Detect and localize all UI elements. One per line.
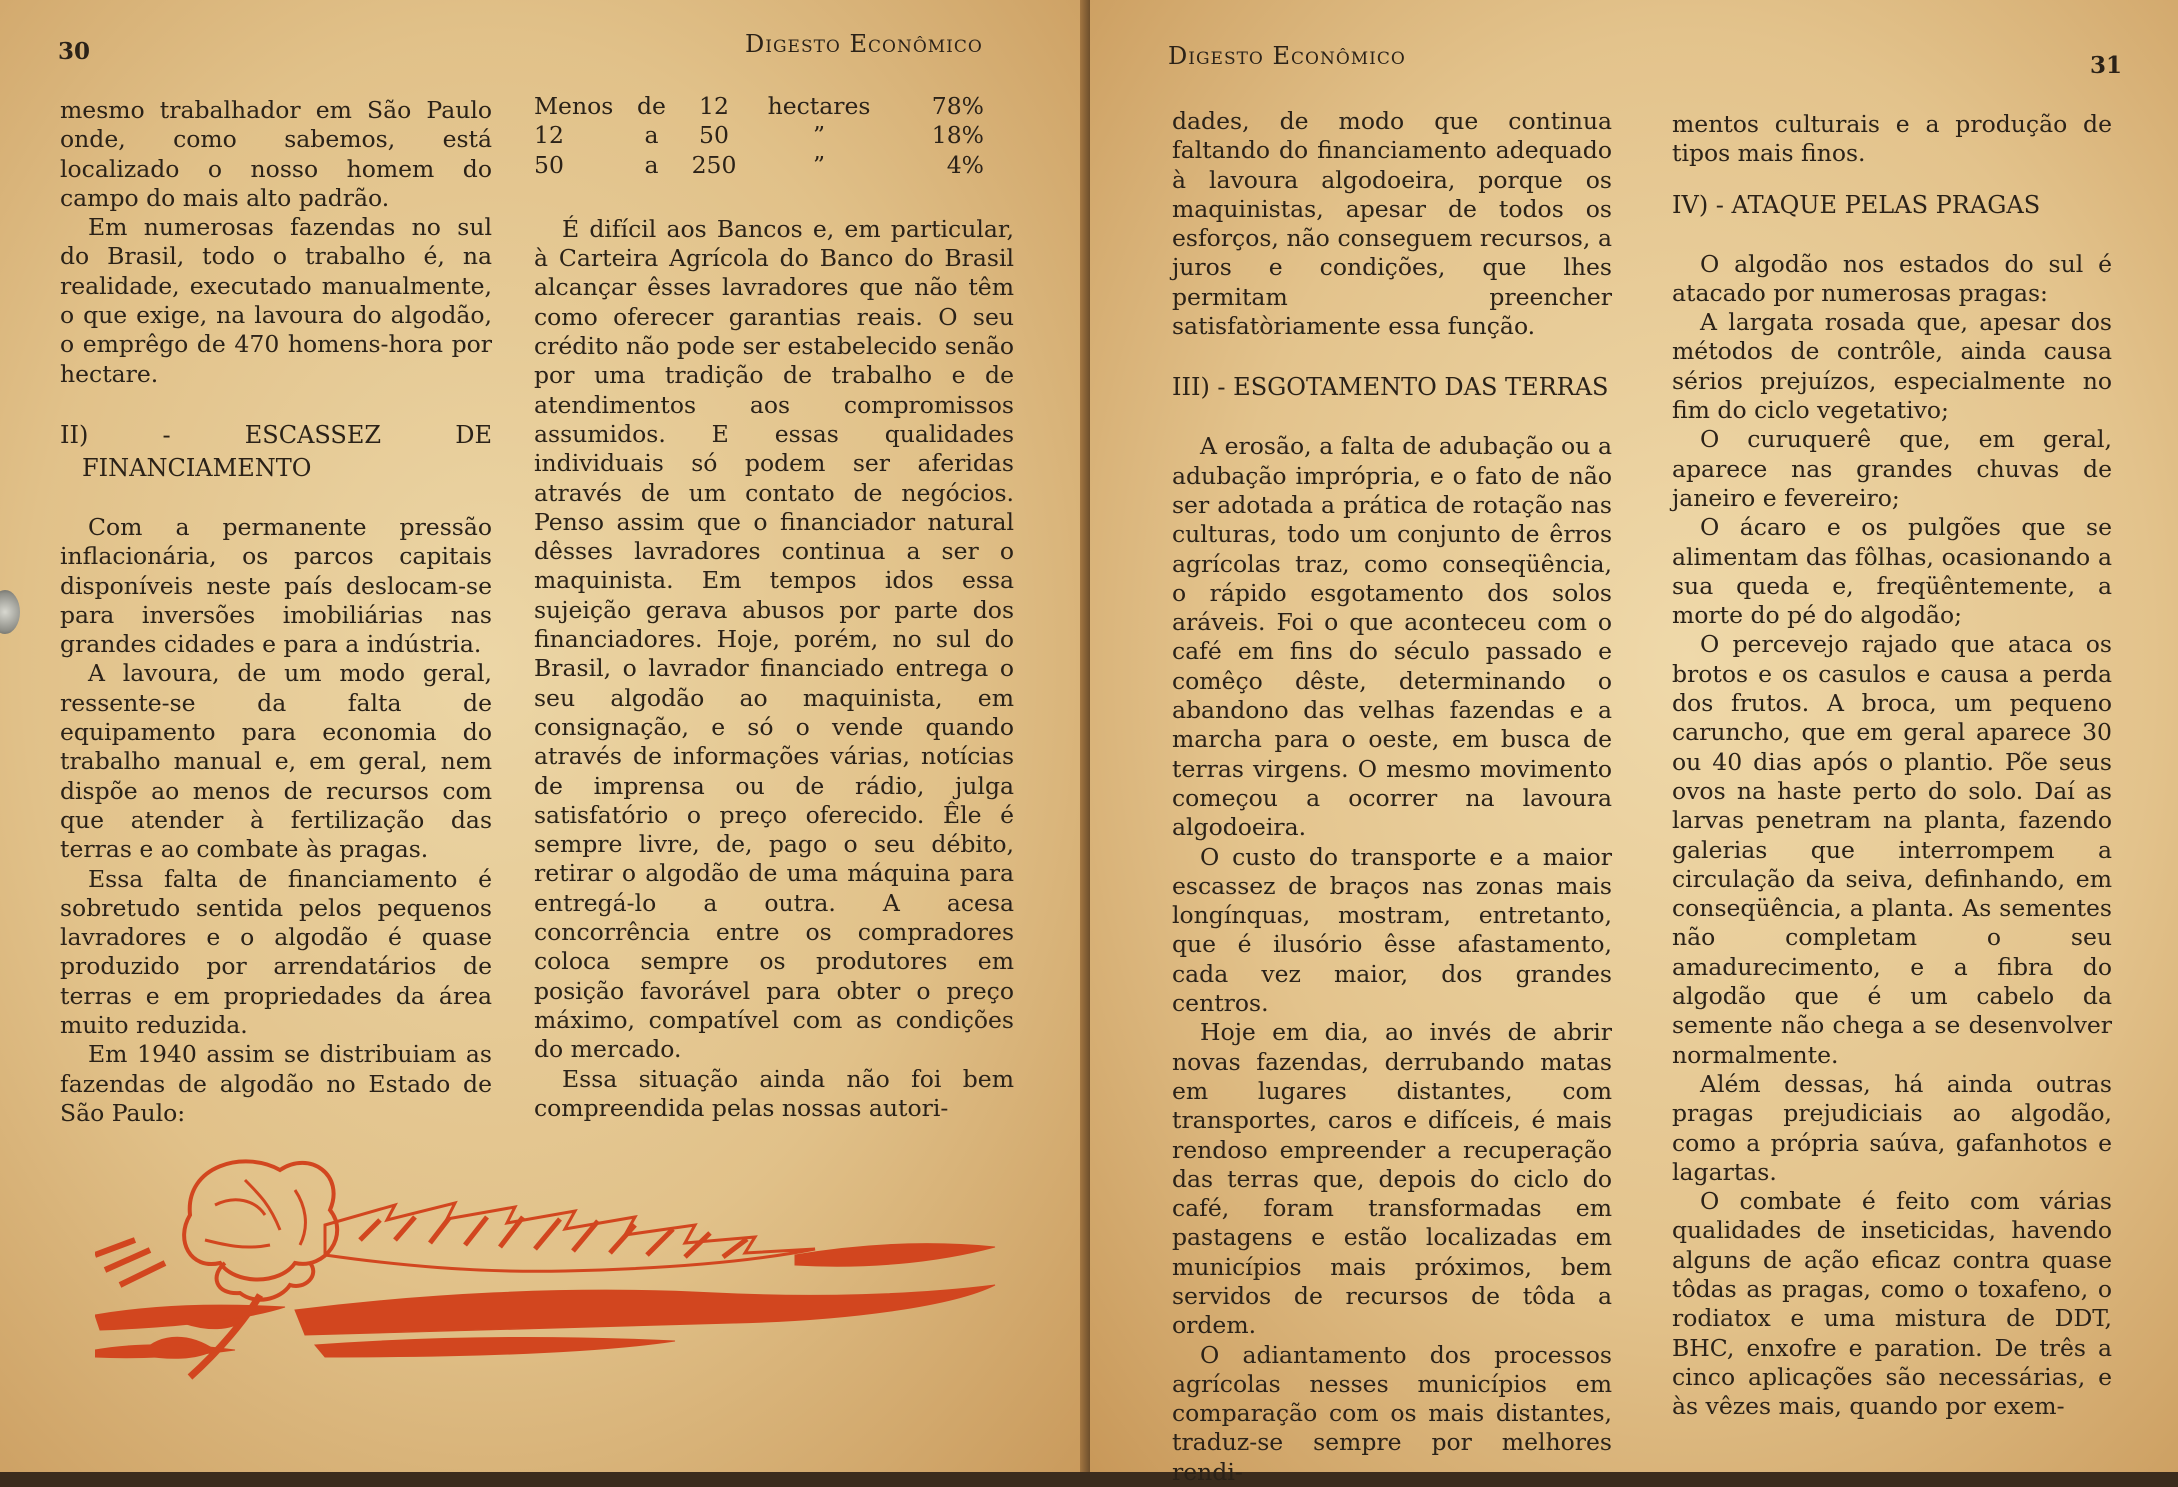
running-head-right: Digesto Econômico (1168, 42, 1406, 70)
right-column-1 (1172, 107, 1612, 1487)
section-heading-iii: III) - ESGOTAMENTO DAS TERRAS (1172, 373, 1609, 402)
table-cell: ” (812, 150, 825, 179)
paragraph: O adiantamento dos processos agrícolas nesses municípios em comparação com os mais distantes, traduz-se sempre por melhores rendi- (1172, 1340, 1612, 1486)
paragraph: mesmo trabalhador em São Paulo onde, como sabemos, está localizado o nosso homem do campo do mais alto padrão. (60, 96, 492, 212)
table-cell: de (637, 92, 666, 120)
table-row (534, 92, 1014, 121)
paragraph: dades, de modo que continua faltando do financiamento adequado à lavoura algodoeira, porque os maquinistas, apesar de todos os esforços, não conseguem recursos, a juros e condições, que lhes permitam preencher satisfatòriamente essa função. (1172, 107, 1612, 341)
paragraph: O curuquerê que, em geral, aparece nas grandes chuvas de janeiro e fevereiro; (1672, 425, 2112, 512)
section-heading-ii: II) - ESCASSEZ DE FINANCIAMENTO (60, 420, 492, 482)
left-column-1 (60, 96, 492, 1128)
table-cell: Menos (534, 92, 614, 120)
paragraph: Em 1940 assim se distribuiam as fazendas de algodão no Estado de São Paulo: (60, 1040, 492, 1127)
table-cell: 50 (534, 150, 564, 179)
table-cell: 4% (946, 150, 984, 179)
table-cell: hectares (767, 92, 871, 120)
paragraph: O percevejo rajado que ataca os brotos e os casulos e causa a perda dos frutos. A broca, um pequeno caruncho, que em geral aparece 30 ou 40 dias após o plantio. Põe seus ovos na haste perto do solo. Daí as larvas penetram na planta, fazendo galerias que interrompem a circulação da seiva, definhando, em conseqüência, a planta. As sementes não completam o seu amadurecimento, e a fibra do algodão que é um cabelo da semente não chega a se desenvolver normalmente. (1672, 630, 2112, 1069)
table-cell: 18% (931, 121, 984, 150)
table-cell: 12 (534, 121, 564, 150)
farm-size-table (534, 92, 1014, 180)
paragraph: Hoje em dia, ao invés de abrir novas fazendas, derrubando matas em lugares distantes, com transportes, caros e difíceis, é mais rendoso empreender a recuperação das terras que, depois do ciclo do café, foram transformadas em pastagens e estão localizadas em municípios mais próximos, bem servidos de recursos de tôda a ordem. (1172, 1018, 1612, 1340)
paragraph: O ácaro e os pulgões que se alimentam das fôlhas, ocasionando a sua queda e, freqüêntemente, a morte do pé do algodão; (1672, 513, 2112, 630)
page-number-left: 30 (58, 38, 91, 65)
table-cell: a (644, 150, 659, 179)
paragraph: Com a permanente pressão inflacionária, os parcos capitais disponíveis neste país deslocam-se para inversões imobiliárias nas grandes cidades e para a indústria. (60, 512, 492, 659)
paragraph: mentos culturais e a produção de tipos mais finos. (1672, 110, 2112, 168)
right-page (1090, 0, 2178, 1486)
paragraph: Essa situação ainda não foi bem compreendida pelas nossas autori- (534, 1064, 1014, 1122)
cotton-boll-illustration (95, 1145, 1015, 1385)
paragraph: O algodão nos estados do sul é atacado por numerosas pragas: (1672, 249, 2112, 307)
section-heading-iv: IV) - ATAQUE PELAS PRAGAS (1672, 190, 2041, 219)
right-column-2 (1672, 110, 2112, 1421)
paragraph: O custo do transporte e a maior escassez de braços nas zonas mais longínquas, mostram, entretanto, que é ilusório êsse afastamento, cada vez maior, dos grandes centros. (1172, 842, 1612, 1018)
page-number-right: 31 (2090, 52, 2123, 79)
paragraph: Essa falta de financiamento é sobretudo sentida pelos pequenos lavradores e o algodão é quase produzido por arrendatários de terras e em propriedades da área muito reduzida. (60, 864, 492, 1040)
table-cell: 78% (931, 92, 984, 120)
running-head-left: Digesto Econômico (745, 30, 983, 58)
left-column-2 (534, 92, 1014, 1123)
paragraph: A largata rosada que, apesar dos métodos de contrôle, ainda causa sérios prejuízos, especialmente no fim do ciclo vegetativo; (1672, 308, 2112, 425)
paragraph: É difícil aos Bancos e, em particular, à Carteira Agrícola do Banco do Brasil alcançar êsses lavradores que não têm como oferecer garantias reais. O seu crédito não pode ser estabelecido senão por uma tradição de trabalho e de atendimentos aos compromissos assumidos. E essas qualidades individuais só podem ser aferidas através de um contato de negócios. Penso assim que o financiador natural dêsses lavradores continua a ser o maquinista. Em tempos idos essa sujeição gerava abusos por parte dos financiadores. Hoje, porém, no sul do Brasil, o lavrador financiado entrega o seu algodão ao maquinista, em consignação, e só o vende quando através de informações várias, notícias de imprensa ou de rádio, julga satisfatório o preço oferecido. Êle é sempre livre, de, pago o seu débito, retirar o algodão de uma máquina para entregá-lo a outra. A acesa concorrência entre os compradores coloca sempre os produtores em posição favorável para obter o preço máximo, compatível com as condições do mercado. (534, 214, 1014, 1064)
paragraph: A erosão, a falta de adubação ou a adubação imprópria, e o fato de não ser adotada a prática de rotação nas culturas, todo um conjunto de êrros agrícolas traz, como conseqüência, o rápido esgotamento dos solos aráveis. Foi o que aconteceu com o café em fins do século passado e comêço dêste, determinando o abandono das velhas fazendas e a marcha para o oeste, em busca de terras virgens. O mesmo movimento começou a ocorrer na lavoura algodoeira. (1172, 432, 1612, 842)
table-cell: 250 (691, 150, 737, 179)
table-cell: 12 (699, 92, 729, 120)
paragraph: Além dessas, há ainda outras pragas prejudiciais ao algodão, como a própria saúva, gafanhotos e lagartas. (1672, 1069, 2112, 1186)
table-cell: ” (812, 121, 825, 150)
table-row (534, 121, 1014, 150)
binding-hole (0, 590, 20, 634)
paragraph: O combate é feito com várias qualidades de inseticidas, havendo alguns de ação eficaz contra quase tôdas as pragas, como o toxafeno, o rodiatox e uma mistura de DDT, BHC, enxofre e paration. De três a cinco aplicações são necessárias, e às vêzes mais, quando por exem- (1672, 1187, 2112, 1421)
left-page (0, 0, 1088, 1472)
paragraph: Em numerosas fazendas no sul do Brasil, todo o trabalho é, na realidade, executado manualmente, o que exige, na lavoura do algodão, o emprêgo de 470 homens-hora por hectare. (60, 213, 492, 388)
table-cell: a (644, 121, 659, 150)
table-row (534, 151, 1014, 180)
table-cell: 50 (699, 121, 729, 150)
paragraph: A lavoura, de um modo geral, ressente-se da falta de equipamento para economia do trabalho manual e, em geral, nem dispõe ao menos de recursos com que atender à fertilização das terras e ao combate às pragas. (60, 659, 492, 864)
